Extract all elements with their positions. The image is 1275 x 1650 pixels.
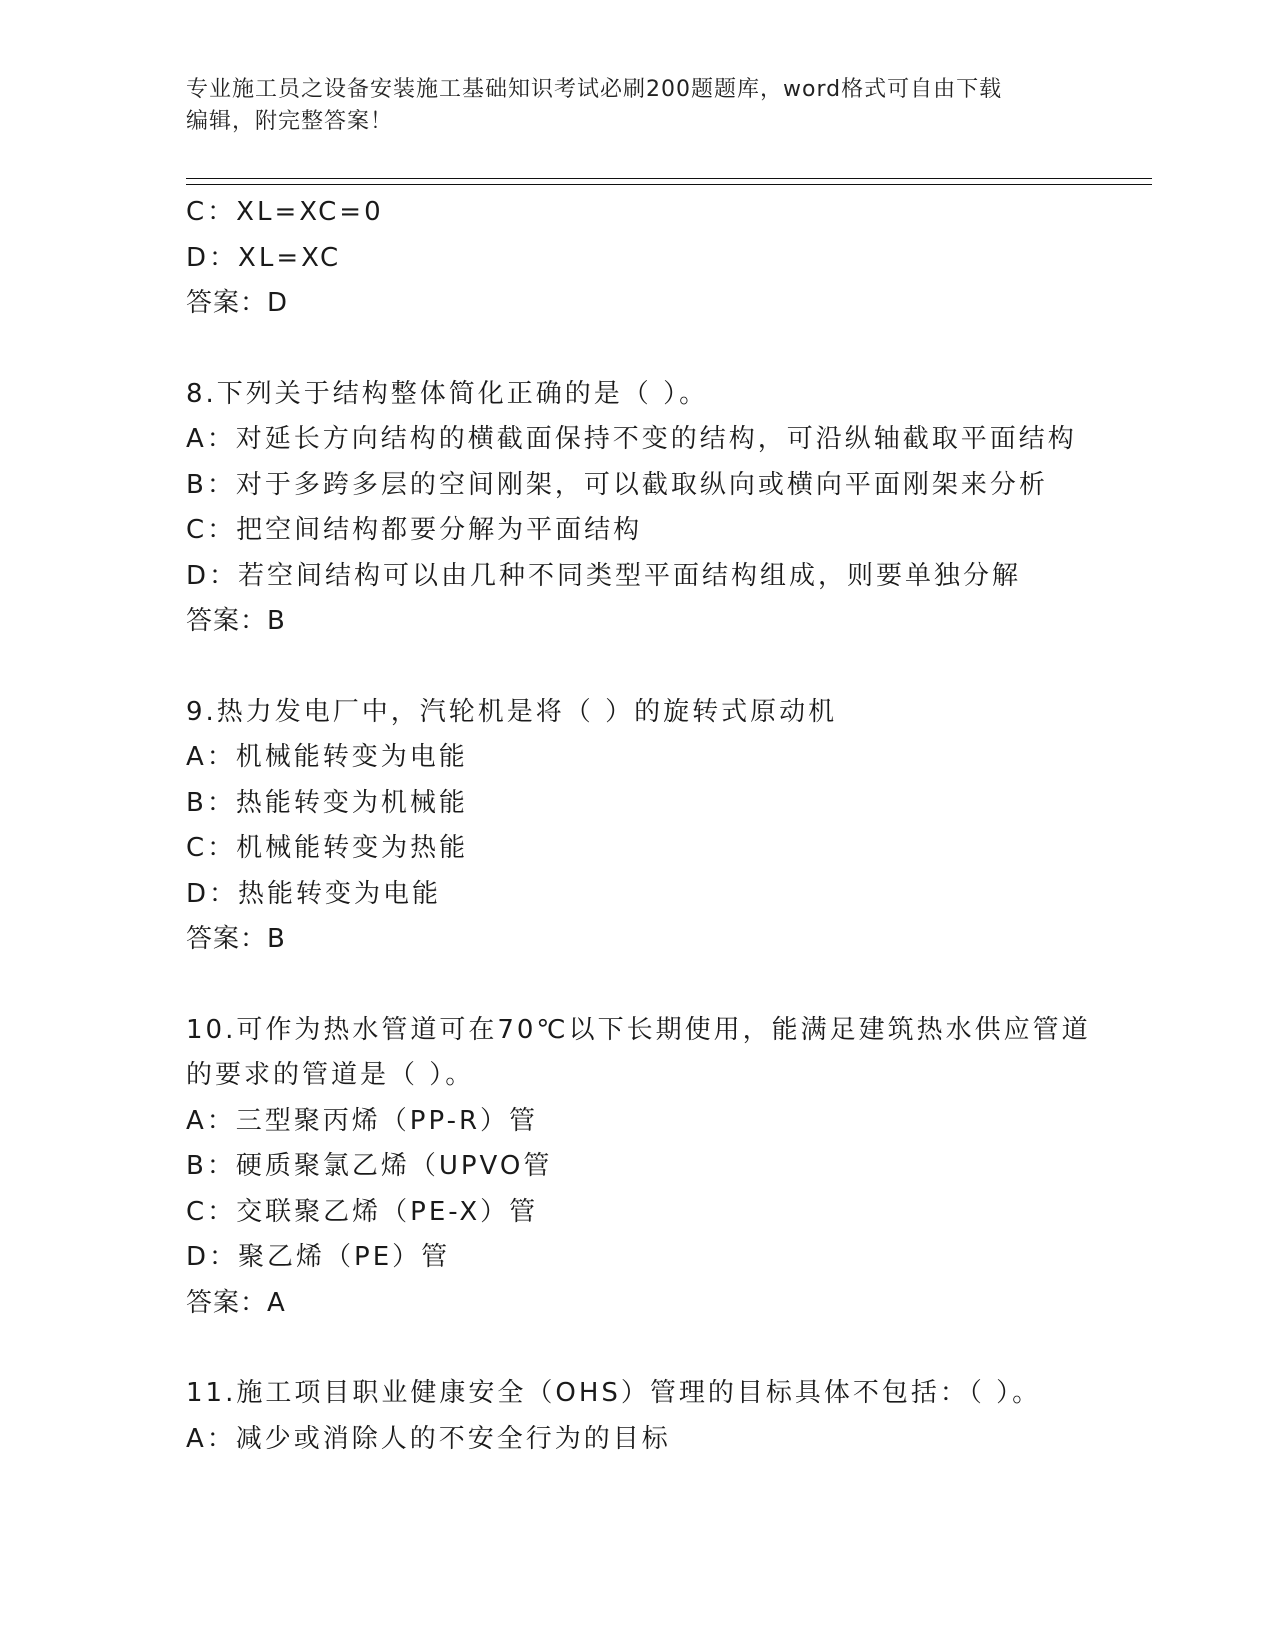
question-7-tail xyxy=(186,190,1086,327)
option-b: B：热能转变为机械能 xyxy=(186,787,468,818)
header-title-line1: 专业施工员之设备安装施工基础知识考试必刷200题题库，word格式可自由下载 xyxy=(186,77,1003,102)
option-c: C：交联聚乙烯（PE-X）管 xyxy=(186,1196,539,1227)
question-8 xyxy=(186,372,1086,645)
spacer xyxy=(186,645,1086,690)
option-b: B：对于多跨多层的空间刚架，可以截取纵向或横向平面刚架来分析 xyxy=(186,469,1048,500)
option-d: D：聚乙烯（PE）管 xyxy=(186,1242,451,1272)
question-list xyxy=(186,190,1091,1462)
option-c: C：机械能转变为热能 xyxy=(186,833,469,863)
option-d: D：热能转变为电能 xyxy=(186,878,442,909)
question-stem-line1: 10.可作为热水管道可在70℃以下长期使用，能满足建筑热水供应管道 xyxy=(186,1014,1091,1045)
option-d: D：XL=XC xyxy=(186,242,342,273)
option-d: D：若空间结构可以由几种不同类型平面结构组成，则要单独分解 xyxy=(186,560,1022,591)
spacer xyxy=(186,963,1086,1008)
question-stem: 8.下列关于结构整体简化正确的是（ ）。 xyxy=(186,378,709,409)
option-c: C：把空间结构都要分解为平面结构 xyxy=(186,515,643,545)
option-a: A：三型聚丙烯（PP-R）管 xyxy=(186,1105,539,1136)
option-a: A：机械能转变为电能 xyxy=(186,742,468,772)
option-a: A：对延长方向结构的横截面保持不变的结构，可沿纵轴截取平面结构 xyxy=(186,424,1077,454)
header-divider xyxy=(186,178,1152,185)
header-title-line2: 编辑，附完整答案！ xyxy=(186,109,394,134)
question-11 xyxy=(186,1371,1086,1462)
answer-label: 答案：B xyxy=(186,606,286,636)
option-b: B：硬质聚氯乙烯（UPVO管 xyxy=(186,1151,553,1181)
spacer xyxy=(186,327,1086,372)
question-9 xyxy=(186,690,1086,963)
question-stem: 9.热力发电厂中，汽轮机是将（ ）的旋转式原动机 xyxy=(186,696,838,727)
question-10 xyxy=(186,1008,1091,1327)
spacer xyxy=(186,1326,1086,1371)
document-header xyxy=(186,74,1086,138)
option-a: A：减少或消除人的不安全行为的目标 xyxy=(186,1423,671,1454)
question-stem: 11.施工项目职业健康安全（OHS）管理的目标具体不包括：（ ）。 xyxy=(186,1378,1042,1408)
answer-label: 答案：D xyxy=(186,288,289,318)
option-c: C：XL=XC=0 xyxy=(186,197,384,227)
answer-label: 答案：B xyxy=(186,924,286,954)
question-stem-line2: 的要求的管道是（ ）。 xyxy=(186,1060,475,1090)
answer-label: 答案：A xyxy=(186,1287,286,1318)
